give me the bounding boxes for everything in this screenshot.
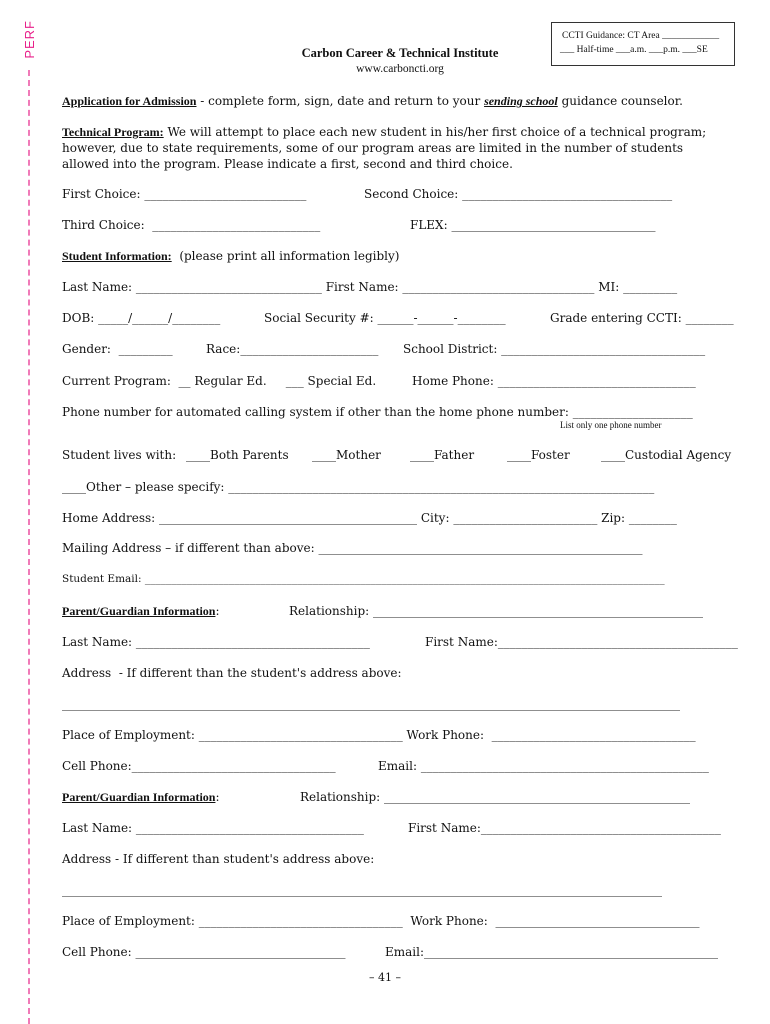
technical-program-paragraph bbox=[62, 124, 732, 172]
parent1-email-field[interactable]: Email: ________________________________________________ bbox=[378, 759, 709, 773]
technical-program-text: We will attempt to place each new student in his/her first choice of a technical program; however, due to state requirements, some of our program areas are limited in the number of students allowed into the program. Please indicate a first, second and third choice. bbox=[62, 125, 707, 171]
ccti-guidance-line1: CCTI Guidance: CT Area ____________ bbox=[562, 31, 720, 41]
flex-field[interactable]: FLEX: __________________________________ bbox=[410, 218, 656, 232]
home-phone-field[interactable]: Home Phone: _________________________________ bbox=[412, 374, 696, 388]
second-choice-field[interactable]: Second Choice: ___________________________________ bbox=[364, 187, 673, 201]
parent2-cell-field[interactable]: Cell Phone: ___________________________________ bbox=[62, 945, 346, 959]
parent2-heading: Parent/Guardian Information bbox=[62, 790, 216, 804]
application-heading: Application for Admission bbox=[62, 94, 197, 108]
parent2-email-field[interactable]: Email:_________________________________________________ bbox=[385, 945, 719, 959]
third-choice-field[interactable]: Third Choice: ____________________________ bbox=[62, 218, 321, 232]
technical-program-heading: Technical Program: bbox=[62, 125, 164, 139]
parent1-header bbox=[62, 604, 220, 618]
student-info-subtext: (please print all information legibly) bbox=[171, 249, 400, 263]
student-email-field[interactable]: Student Email: ___________________________________________________________________________________________________ bbox=[62, 573, 665, 585]
grade-field[interactable]: Grade entering CCTI: ________ bbox=[550, 311, 734, 325]
parent1-employment-row[interactable]: Place of Employment: __________________________________ Work Phone: __________________________________ bbox=[62, 728, 696, 742]
student-info-heading: Student Information: bbox=[62, 249, 172, 263]
parent2-employment-row[interactable]: Place of Employment: __________________________________ Work Phone: __________________________________ bbox=[62, 914, 700, 928]
alt-phone-note: List only one phone number bbox=[560, 420, 662, 430]
first-choice-field[interactable]: First Choice: ___________________________ bbox=[62, 187, 307, 201]
parent1-relationship-field[interactable]: Relationship: _______________________________________________________ bbox=[289, 604, 704, 618]
application-intro bbox=[62, 94, 683, 108]
intro-text-b: guidance counselor. bbox=[557, 94, 683, 108]
current-program-field[interactable]: Current Program: __ Regular Ed. ___ Special Ed. bbox=[62, 374, 377, 388]
student-name-row[interactable]: Last Name: _______________________________ First Name: ________________________________ MI: _________ bbox=[62, 280, 678, 294]
sending-school-emphasis: sending school bbox=[484, 94, 558, 108]
parent2-heading-colon: : bbox=[215, 790, 220, 804]
parent2-address-label: Address - If different than student's address above: bbox=[62, 852, 375, 866]
dob-field[interactable]: DOB: _____/______/________ bbox=[62, 311, 221, 325]
intro-text-a: - complete form, sign, date and return to your bbox=[196, 94, 485, 108]
parent1-last-name-field[interactable]: Last Name: _______________________________________ bbox=[62, 635, 370, 649]
lives-mother-option[interactable]: ____Mother bbox=[312, 448, 381, 462]
ssn-field[interactable]: Social Security #: ______-______-________ bbox=[264, 311, 506, 325]
lives-father-option[interactable]: ____Father bbox=[410, 448, 475, 462]
page-number: – 41 – bbox=[369, 971, 401, 984]
lives-both-parents-option[interactable]: ____Both Parents bbox=[186, 448, 289, 462]
parent1-first-name-field[interactable]: First Name:________________________________________ bbox=[425, 635, 738, 649]
race-field[interactable]: Race:_______________________ bbox=[206, 342, 379, 356]
parent1-address-label: Address - If different than the student's address above: bbox=[62, 666, 402, 680]
home-address-row[interactable]: Home Address: ___________________________________________ City: ________________________ Zip: ________ bbox=[62, 511, 677, 525]
parent2-header bbox=[62, 790, 220, 804]
gender-field[interactable]: Gender: _________ bbox=[62, 342, 173, 356]
parent1-heading: Parent/Guardian Information bbox=[62, 604, 216, 618]
lives-foster-option[interactable]: ____Foster bbox=[507, 448, 570, 462]
parent2-address-field[interactable]: ____________________________________________________________________________________________________ bbox=[62, 883, 662, 897]
lives-custodial-option[interactable]: ____Custodial Agency bbox=[601, 448, 732, 462]
perforation-line bbox=[28, 70, 30, 1024]
parent2-last-name-field[interactable]: Last Name: ______________________________________ bbox=[62, 821, 364, 835]
parent2-relationship-field[interactable]: Relationship: ___________________________________________________ bbox=[300, 790, 691, 804]
parent1-heading-colon: : bbox=[215, 604, 220, 618]
student-info-header bbox=[62, 249, 399, 263]
perf-label: PERF bbox=[22, 20, 37, 59]
alt-phone-field[interactable]: Phone number for automated calling system if other than the home phone number: ____________________ bbox=[62, 405, 693, 419]
institute-url: www.carboncti.org bbox=[356, 63, 444, 75]
school-district-field[interactable]: School District: __________________________________ bbox=[403, 342, 706, 356]
parent2-first-name-field[interactable]: First Name:________________________________________ bbox=[408, 821, 721, 835]
mailing-address-field[interactable]: Mailing Address – if different than above: ______________________________________________________ bbox=[62, 541, 643, 555]
other-specify-field[interactable]: ____Other – please specify: _______________________________________________________________________ bbox=[62, 480, 655, 494]
parent1-cell-field[interactable]: Cell Phone:__________________________________ bbox=[62, 759, 336, 773]
ccti-guidance-line2: ___ Half-time ___a.m. ___p.m. ___SE bbox=[560, 45, 708, 55]
lives-with-label: Student lives with: bbox=[62, 448, 177, 462]
institute-title: Carbon Career & Technical Institute bbox=[301, 46, 499, 60]
parent1-address-field[interactable]: _______________________________________________________________________________________________________ bbox=[62, 697, 680, 711]
